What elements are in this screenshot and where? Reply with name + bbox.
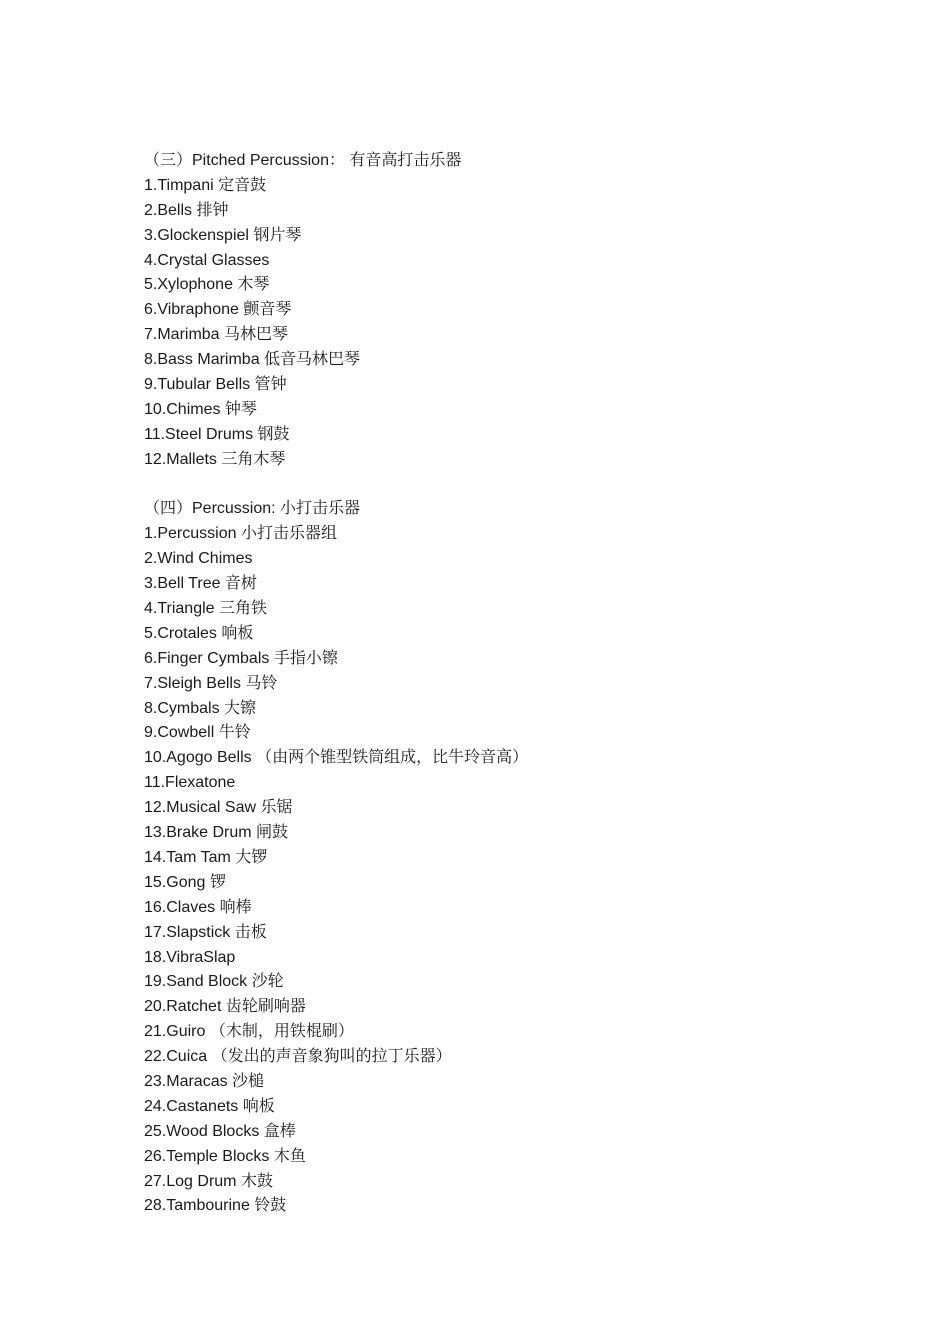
list-item: 4.Triangle 三角铁 [144,600,268,618]
list-item: 5.Crotales 响板 [144,624,254,642]
list-item: 16.Claves 响棒 [144,898,252,916]
list-item: 21.Guiro （木制，用铁棍刷） [144,1023,354,1041]
list-item: 12.Mallets 三角木琴 [144,450,286,468]
list-item: 12.Musical Saw 乐锯 [144,799,293,817]
list-item: 18.VibraSlap [144,948,236,966]
section-heading-percussion: （四）Percussion: 小打击乐器 [144,500,361,518]
list-item: 24.Castanets 响板 [144,1097,275,1115]
list-item: 10.Chimes 钟琴 [144,400,257,418]
list-item: 4.Crystal Glasses [144,251,270,269]
list-item: 10.Agogo Bells （由两个锥型铁筒组成，比牛玲音高） [144,749,529,767]
list-item: 3.Bell Tree 音树 [144,575,257,593]
list-item: 6.Finger Cymbals 手指小镲 [144,649,338,667]
list-item: 17.Slapstick 击板 [144,923,267,941]
list-item: 6.Vibraphone 颤音琴 [144,301,292,319]
list-item: 14.Tam Tam 大锣 [144,848,268,866]
list-item: 20.Ratchet 齿轮刷响器 [144,998,306,1016]
list-item: 26.Temple Blocks 木鱼 [144,1147,306,1165]
list-item: 28.Tambourine 铃鼓 [144,1197,287,1215]
list-item: 7.Marimba 马林巴琴 [144,326,289,344]
list-item: 8.Bass Marimba 低音马林巴琴 [144,351,361,369]
list-item: 11.Flexatone [144,774,236,792]
list-item: 19.Sand Block 沙轮 [144,973,284,991]
list-item: 2.Wind Chimes [144,550,253,568]
document-page [144,149,904,1219]
list-item: 23.Maracas 沙槌 [144,1072,265,1090]
list-item: 9.Cowbell 牛铃 [144,724,251,742]
list-item: 11.Steel Drums 钢鼓 [144,425,290,443]
list-item: 7.Sleigh Bells 马铃 [144,674,278,692]
list-item: 27.Log Drum 木鼓 [144,1172,273,1190]
list-item: 3.Glockenspiel 钢片琴 [144,226,302,244]
list-item: 8.Cymbals 大镲 [144,699,257,717]
list-item: 5.Xylophone 木琴 [144,276,270,294]
list-item: 15.Gong 锣 [144,873,226,891]
list-item: 2.Bells 排钟 [144,201,229,219]
list-item: 25.Wood Blocks 盒棒 [144,1122,296,1140]
list-item: 1.Percussion 小打击乐器组 [144,525,337,543]
list-item: 22.Cuica （发出的声音象狗叫的拉丁乐器） [144,1048,452,1066]
section-spacer [144,473,904,498]
list-item: 9.Tubular Bells 管钟 [144,376,287,394]
list-item: 13.Brake Drum 闸鼓 [144,824,289,842]
section-heading-pitched-percussion: （三）Pitched Percussion： 有音高打击乐器 [144,152,462,169]
list-item: 1.Timpani 定音鼓 [144,176,267,194]
